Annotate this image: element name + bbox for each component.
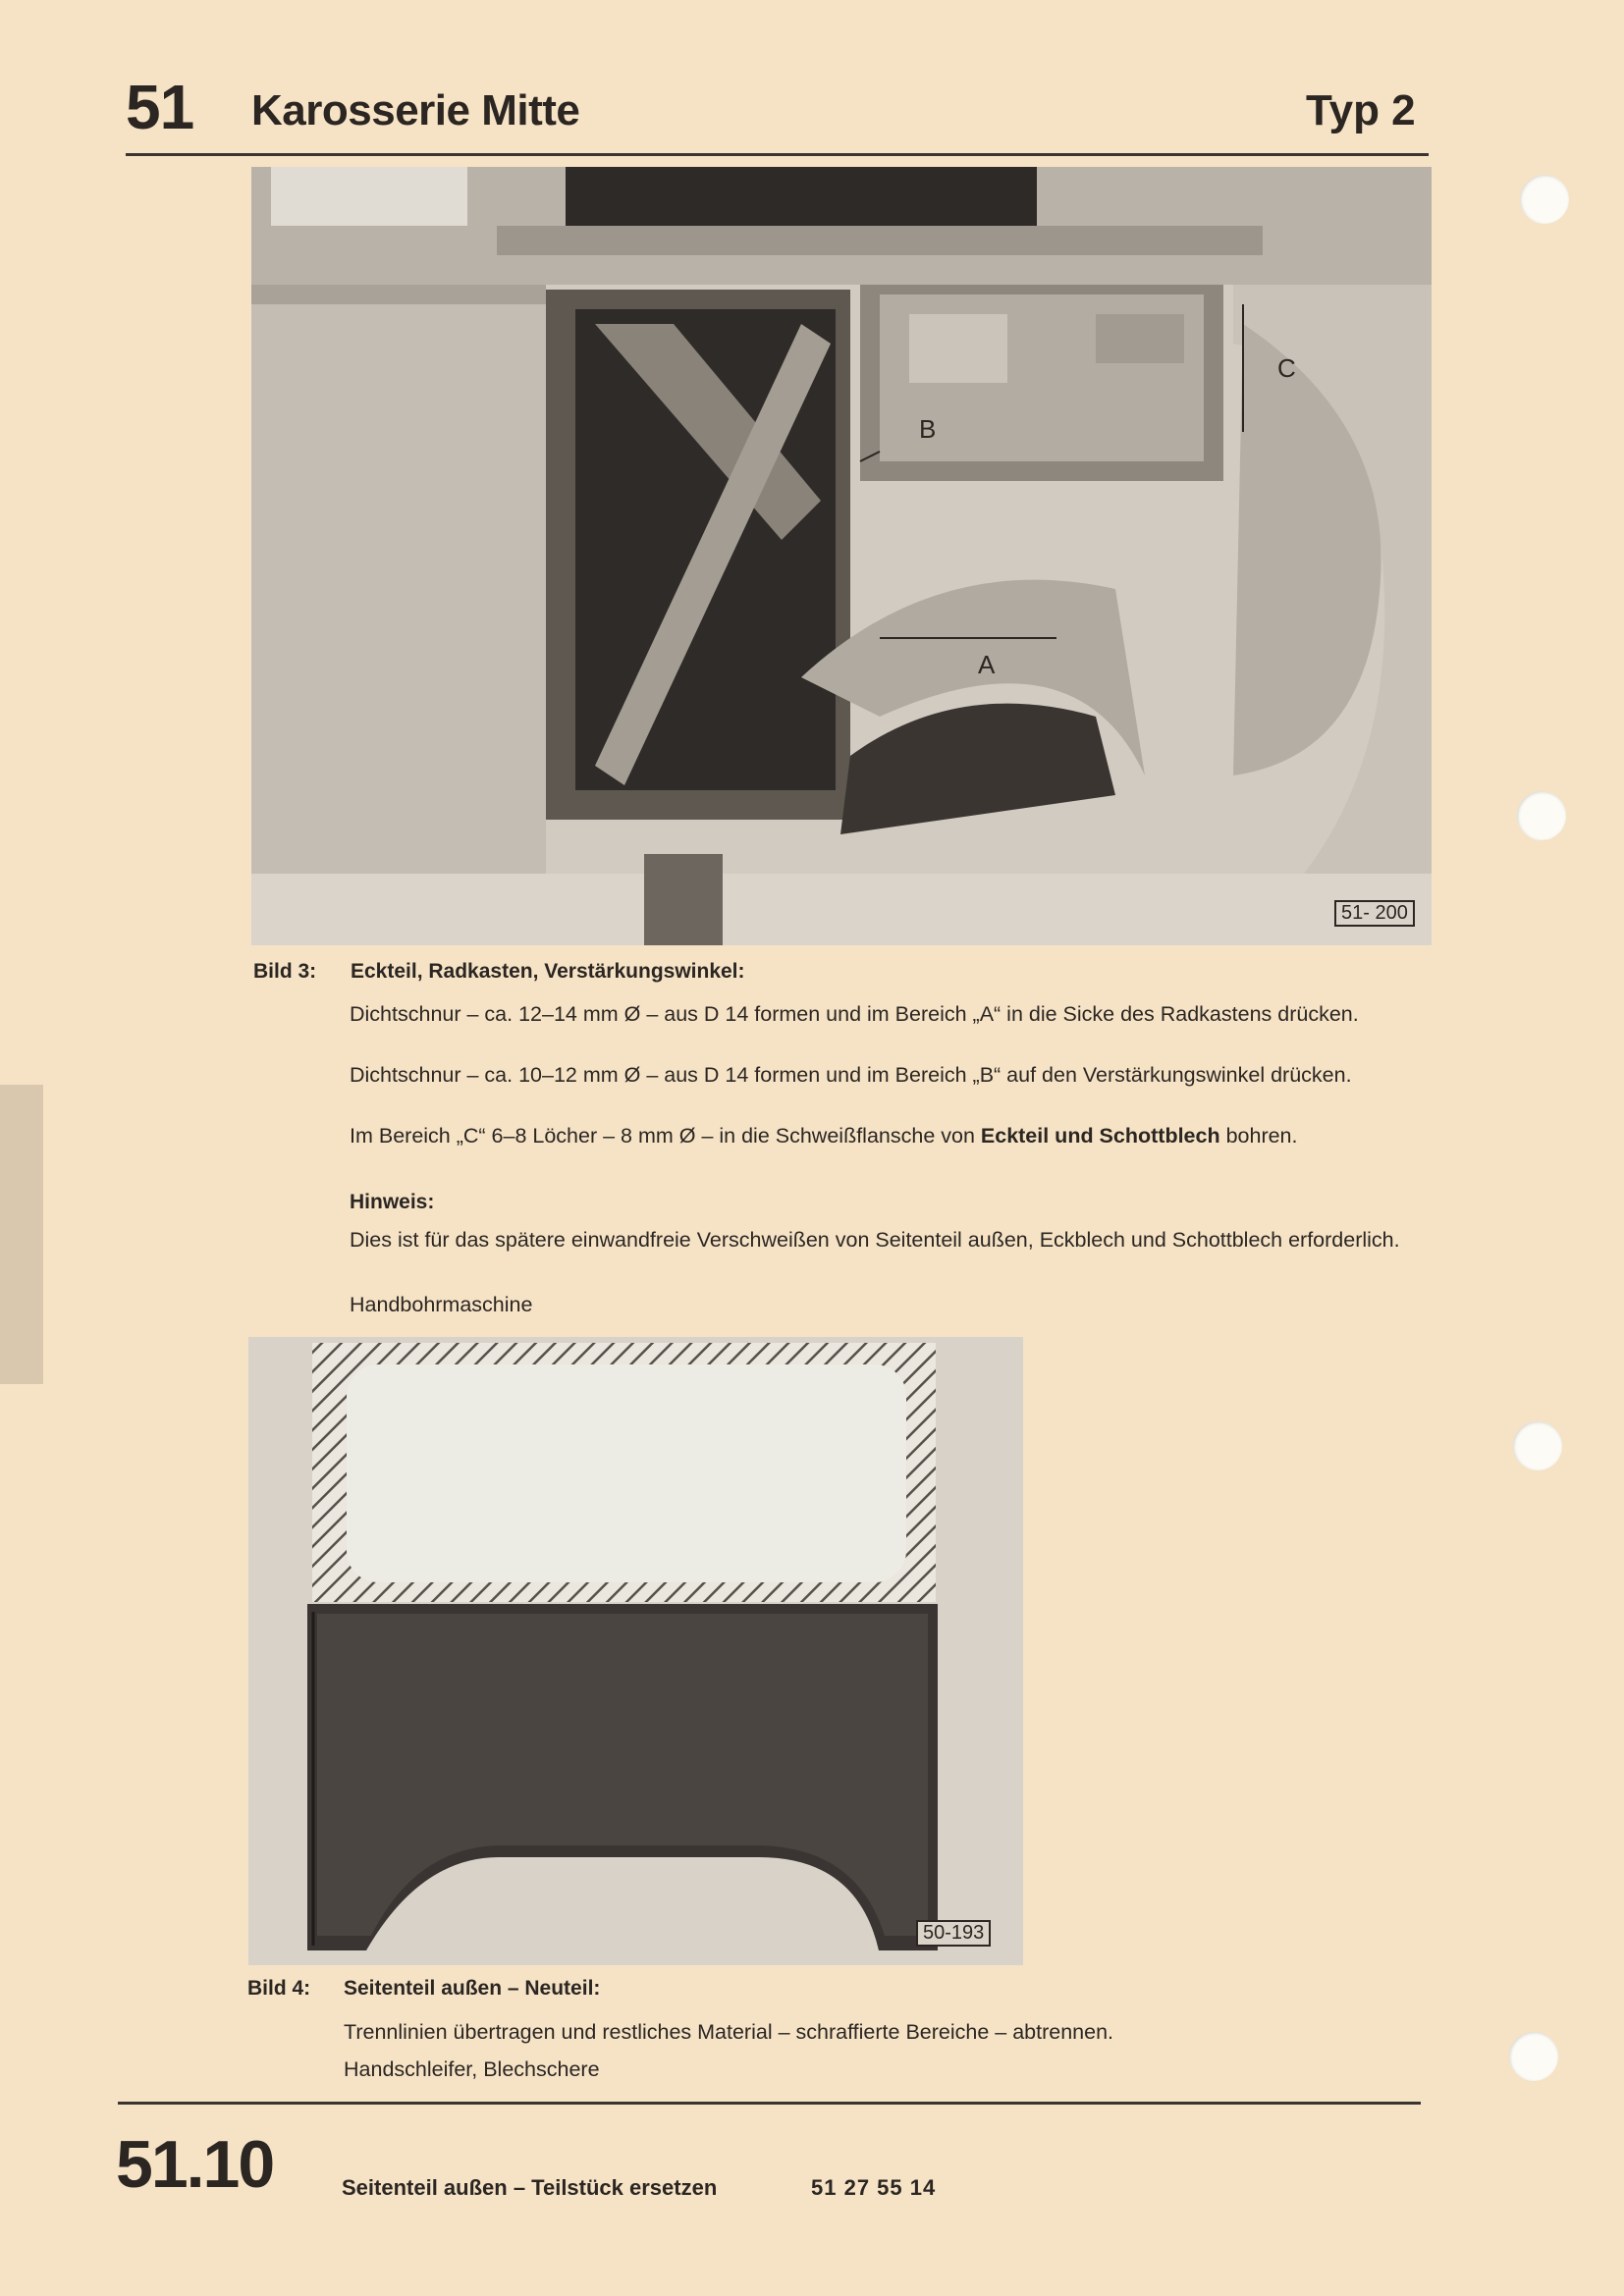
footer-rule xyxy=(118,2102,1421,2105)
figure3-paragraph-3: Im Bereich „C“ 6–8 Löcher – 8 mm Ø – in die Schweißflansche von Eckteil und Schottblech bohren. xyxy=(350,1124,1298,1148)
figure4-title: Seitenteil außen – Neuteil: xyxy=(344,1977,601,2000)
page-number: 51.10 xyxy=(116,2127,274,2202)
type-label: Typ 2 xyxy=(1306,86,1416,134)
footer-code: 51 27 55 14 xyxy=(811,2175,937,2200)
figure3-photo xyxy=(251,167,1432,945)
figure4-text: Trennlinien übertragen und restliches Material – schraffierte Bereiche – abtrennen. xyxy=(344,2020,1114,2044)
figure4-photo xyxy=(248,1337,1023,1965)
callout-a: A xyxy=(978,650,996,679)
header-rule xyxy=(126,153,1429,156)
note-text: Dies ist für das spätere einwandfreie Verschweißen von Seitenteil außen, Eckblech und Schottblech erforderlich. xyxy=(350,1228,1400,1252)
callout-c: C xyxy=(1277,353,1296,383)
figure3-paragraph-1: Dichtschnur – ca. 12–14 mm Ø – aus D 14 formen und im Bereich „A“ in die Sicke des Radkastens drücken. xyxy=(350,1002,1359,1026)
figure4-label: Bild 4: xyxy=(247,1977,311,2000)
callout-b: B xyxy=(919,414,937,444)
figure4-tools: Handschleifer, Blechschere xyxy=(344,2057,600,2081)
edge-tab xyxy=(0,1085,43,1384)
figure3-title: Eckteil, Radkasten, Verstärkungswinkel: xyxy=(351,960,745,983)
note-label: Hinweis: xyxy=(350,1191,435,1213)
binder-hole xyxy=(1513,1421,1562,1470)
footer-title: Seitenteil außen – Teilstück ersetzen xyxy=(342,2175,718,2200)
chapter-number: 51 xyxy=(126,72,194,142)
figure3-label: Bild 3: xyxy=(253,960,317,983)
binder-hole xyxy=(1517,791,1566,840)
binder-hole xyxy=(1520,175,1569,224)
figure3-photo-code: 51- 200 xyxy=(1334,900,1415,927)
chapter-title: Karosserie Mitte xyxy=(251,86,580,134)
figure3-tool: Handbohrmaschine xyxy=(350,1293,533,1316)
figure4-photo-code: 50-193 xyxy=(916,1920,991,1947)
figure3-paragraph-2: Dichtschnur – ca. 10–12 mm Ø – aus D 14 formen und im Bereich „B“ auf den Verstärkungswinkel drücken. xyxy=(350,1063,1352,1087)
